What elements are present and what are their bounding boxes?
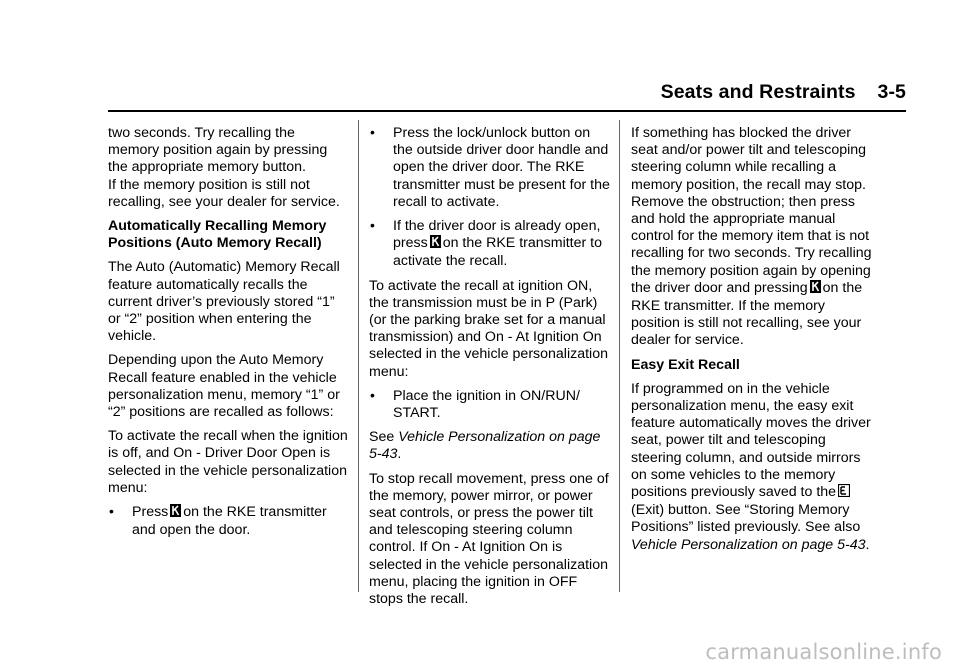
column-3 <box>631 125 873 561</box>
bullet-item: • Press on the RKE transmitter and open the door. <box>108 504 350 539</box>
header-rule <box>108 110 906 112</box>
paragraph: To activate the recall at ignition ON, the transmission must be in P (Park) (or the parking brake set for a manual transmission) and On - At Ignition On selected in the vehicle personalization menu: <box>369 277 608 380</box>
paragraph: To activate the recall when the ignition is off, and On - Driver Door Open is selected in the vehicle personalization menu: <box>108 428 348 496</box>
column-2 <box>369 125 611 615</box>
cross-reference: See Vehicle Personalization on page 5-43. <box>369 429 601 463</box>
reference-link: Vehicle Personalization on page 5-43 <box>631 536 866 553</box>
key-unlock-icon <box>810 280 821 298</box>
page-header <box>661 81 906 104</box>
paragraph: two seconds. Try recalling the memory position again by pressing the appropriate memory button. <box>108 125 328 176</box>
bullet-item: • If the driver door is already open, press on the RKE transmitter to activate the recall. <box>369 218 611 271</box>
section-heading: Easy Exit Recall <box>631 356 740 373</box>
watermark: carmanualsonline.info <box>705 640 942 664</box>
column-divider-2 <box>619 120 620 592</box>
paragraph: If something has blocked the driver seat and/or power tilt and telescoping steering column while recalling a memory position, the recall may stop. Remove the obstruction; then press and hold the appropriate manual control for the memory item that is not recalling for two seconds. Try recalling the memory position again by opening the driver door and pressing on the RKE transmitter. If the memory position is still not recalling, see your dealer for service. <box>631 125 872 349</box>
paragraph: If the memory position is still not recalling, see your dealer for service. <box>108 176 340 210</box>
reference-link: Vehicle Personalization on page 5-43 <box>369 429 601 463</box>
key-unlock-icon <box>170 504 181 522</box>
paragraph: Depending upon the Auto Memory Recall feature enabled in the vehicle personalization menu, memory “1” or “2” positions are recalled as follows: <box>108 352 340 421</box>
paragraph: If programmed on in the vehicle personalization menu, the easy exit feature automatically moves the driver seat, power tilt and telescoping steering column, and outside mirrors on some vehicles to the memory positions previously saved to the(Exit) button. See “Storing Memory Positions” listed previously. See also Vehicle Personalization on page 5-43. <box>631 380 871 553</box>
section-title: Seats and Restraints <box>660 81 856 103</box>
paragraph: The Auto (Automatic) Memory Recall feature automatically recalls the current driver’s previously stored “1” or “2” position when entering the vehicle. <box>108 259 340 345</box>
section-heading: Automatically Recalling Memory Positions (Auto Memory Recall) <box>108 218 327 252</box>
column-divider-1 <box>358 120 359 592</box>
paragraph: To stop recall movement, press one of the memory, power mirror, or power seat controls, or press the power tilt and telescoping steering column control. If On - At Ignition On is selected in the vehicle personalization menu, placing the ignition in OFF stops the recall. <box>369 470 609 608</box>
bullet-item: • Press the lock/unlock button on the outside driver door handle and open the driver door. The RKE transmitter must be present for the recall to activate. <box>369 125 611 211</box>
key-unlock-icon <box>430 235 441 253</box>
exit-button-icon <box>838 484 850 502</box>
column-1 <box>108 125 350 546</box>
page-number: 3-5 <box>877 81 906 103</box>
bullet-item: • Place the ignition in ON/RUN/ START. <box>369 388 611 422</box>
